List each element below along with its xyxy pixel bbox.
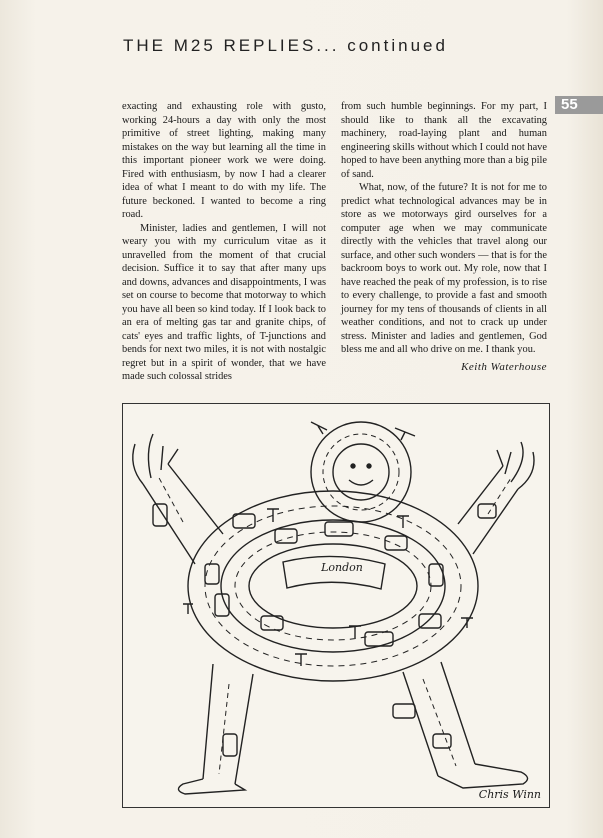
ring-road-figure-drawing — [123, 404, 549, 807]
article-column-left — [122, 100, 326, 384]
paragraph: What, now, of the future? It is not for me to predict what technological advances may be in store as we motorways gird ourselves for a computer age when we may communicate directly with the vehicles that travel along our surface, and other such wonders — that is for the backroom boys to work out. My role, now that I have reached the peak of my profession, is to rise to every challenge, to provide a fast and smooth journey for my tens of thousands of clients in all weather conditions, and not to crack up under stress. Minister and ladies and gentlemen, God bless me and all who drive on me. I thank you. — [341, 182, 547, 355]
paragraph: exacting and exhausting role with gusto, working 24-hours a day with only the most primitive of street lighting, making many mistakes on the way but learning all the time in this important pioneer work we were doing. Fired with enthusiasm, by now I had a clearer idea of what I meant to do with my life. The future beckoned. I wanted to become a ring road. — [122, 101, 326, 220]
page-header: THE M25 REPLIES... continued — [123, 36, 448, 55]
artist-signature: Chris Winn — [478, 788, 541, 801]
paragraph: Minister, ladies and gentlemen, I will not weary you with my curriculum vitae as it unravelled from the moment of that crucial decision. Suffice it to say that after many ups and downs, advances and disappointments, I was set on course to become that motorway to which you have all been so kind today. If I look back to an era of melting gas tar and granite chips, of cats' eyes and traffic lights, of T-junctions and bends for next two miles, it is not with nostalgic regret but in a spirit of wonder, that we have made such colossal strides — [122, 222, 326, 382]
author-signature: Keith Waterhouse — [461, 360, 547, 373]
page-number: 55 — [555, 96, 603, 114]
london-banner-label: London — [321, 561, 363, 574]
article-column-right — [341, 100, 547, 374]
paragraph: from such humble beginnings. For my part, I should like to thank all the excavating machinery, road-laying plant and human engineering skills without which I could not have hoped to have been anything more than a big pile of sand. — [341, 101, 547, 180]
m25-illustration — [122, 403, 550, 808]
